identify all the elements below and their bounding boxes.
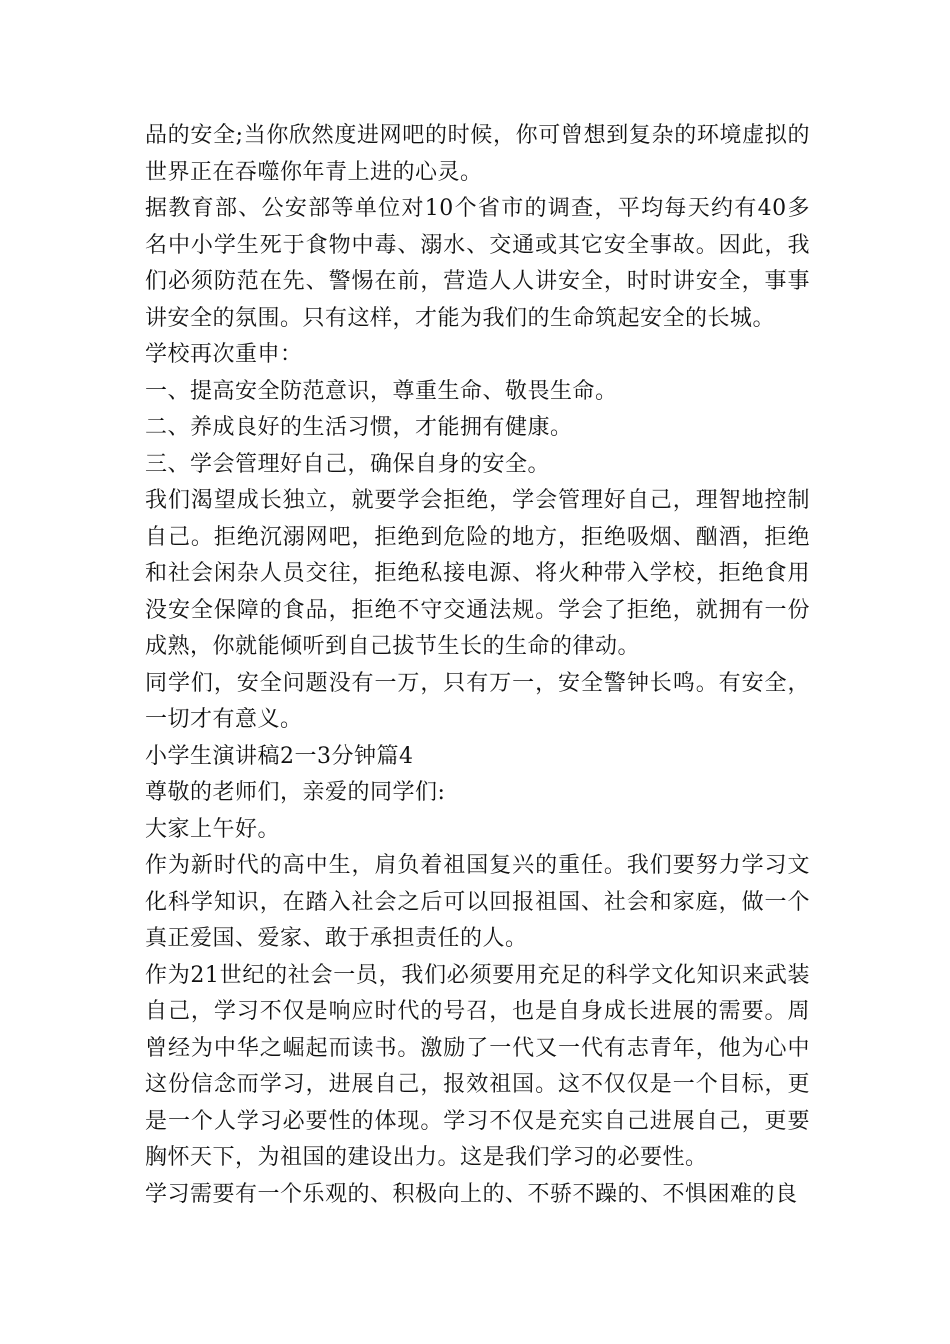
paragraph-learn-to-refuse: 我们渴望成长独立，就要学会拒绝，学会管理好自己，理智地控制自己。拒绝沉溺网吧，拒绝到危险的地方，拒绝吸烟、酗酒，拒绝和社会闲杂人员交往，拒绝私接电源、将火种带入学校，拒绝食用没安全保障的食品，拒绝不守交通法规。学会了拒绝，就拥有一份成熟，你就能倾听到自己拔节生长的生命的律动。 [145,488,810,659]
list-item-2: 二、养成良好的生活习惯，才能拥有健康。 [145,415,573,440]
paragraph-safety-conclusion: 同学们，安全问题没有一万，只有万一，安全警钟长鸣。有安全，一切才有意义。 [145,670,810,732]
salutation: 尊敬的老师们，亲爱的同学们: [145,780,446,805]
document-body [145,118,810,1213]
section-heading: 小学生演讲稿2一3分钟篇4 [145,743,414,769]
paragraph-school-reiterates: 学校再次重申： [145,342,303,367]
paragraph-safety-statistics: 据教育部、公安部等单位对10个省市的调查，平均每天约有40多名中小学生死于食物中毒、溺水、交通或其它安全事故。因此，我们必须防范在先、警惕在前，营造人人讲安全，时时讲安全，事事讲安全的氛围。只有这样，才能为我们的生命筑起安全的长城。 [145,196,810,331]
paragraph-learning-attitude: 学习需要有一个乐观的、积极向上的、不骄不躁的、不惧困难的良 [145,1181,798,1207]
list-item-3: 三、学会管理好自己，确保自身的安全。 [145,451,551,477]
paragraph-internet-cafe-warning: 品的安全;当你欣然度进网吧的时候，你可曾想到复杂的环境虚拟的世界正在吞噬你年青上进的心灵。 [145,123,810,185]
greeting: 大家上午好。 [145,816,281,842]
paragraph-21st-century: 作为21世纪的社会一员，我们必须要用充足的科学文化知识来武装自己，学习不仅是响应时代的号召，也是自身成长进展的需要。周曾经为中华之崛起而读书。激励了一代又一代有志青年，他为心中这份信念而学习，进展自己，报效祖国。这不仅仅是一个目标，更是一个人学习必要性的体现。学习不仅是充实自己进展自己，更要胸怀天下，为祖国的建设出力。这是我们学习的必要性。 [145,962,810,1170]
list-item-1: 一、提高安全防范意识，尊重生命、敬畏生命。 [145,378,618,404]
paragraph-new-era-students: 作为新时代的高中生，肩负着祖国复兴的重任。我们要努力学习文化科学知识，在踏入社会之后可以回报祖国、社会和家庭，做一个真正爱国、爱家、敢于承担责任的人。 [145,853,810,951]
